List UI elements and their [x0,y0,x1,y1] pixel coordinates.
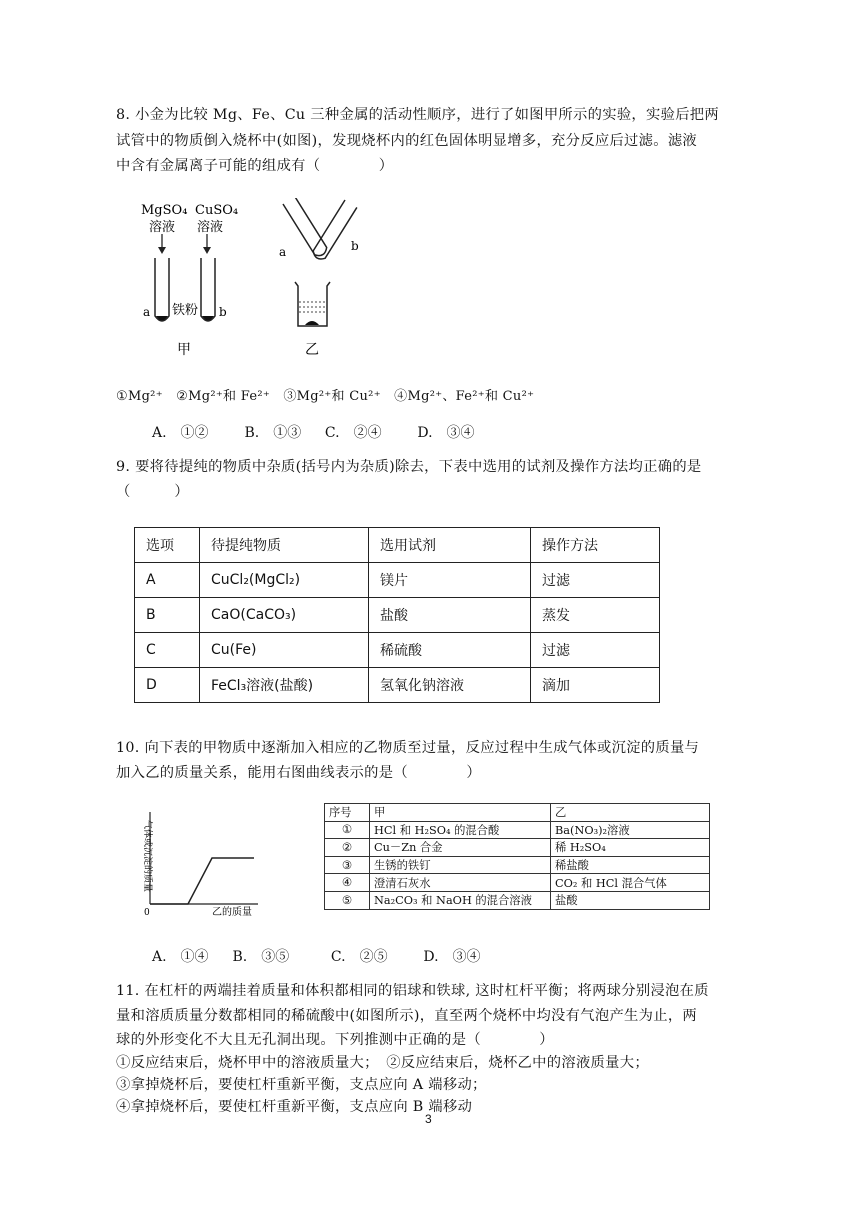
table-cell: D [135,668,200,703]
table-cell: 澄清石灰水 [370,874,551,892]
label-a-right: a [279,245,287,259]
table-row [325,839,710,857]
table-row [135,598,660,633]
tube1-label: MgSO₄ [141,203,188,218]
table-cell: ② [325,839,370,857]
q11-line-5: ③拿掉烧杯后，要使杠杆重新平衡，支点应向 A 端移动； [116,1077,487,1093]
table-cell: 盐酸 [369,598,531,633]
tube1-sub: 溶液 [149,220,176,235]
q11-line-3: 球的外形变化不大且无孔洞出现。下列推测中正确的是（ ） [116,1032,554,1048]
caption-yi: 乙 [305,342,319,358]
table-cell: ⑤ [325,891,370,909]
q10-table [324,803,710,910]
table-cell: 镁片 [369,563,531,598]
label-b-right: b [351,239,359,253]
header-cell: 操作方法 [531,528,660,563]
page-number: 3 [425,1112,432,1126]
y-axis-label: 气体或沉淀的质量 [142,820,152,893]
header-cell: 乙 [551,804,710,822]
table-row [325,821,710,839]
arrow-2-head [203,247,211,254]
table-cell: 稀盐酸 [551,856,710,874]
table-cell: 生锈的铁钉 [370,856,551,874]
table-cell: FeCl₃溶液(盐酸) [200,668,369,703]
table-cell: ③ [325,856,370,874]
q10-options [152,946,481,966]
table-cell: ① [325,821,370,839]
q8-choices: ①Mg²⁺ ②Mg²⁺和 Fe²⁺ ③Mg²⁺和 Cu²⁺ ④Mg²⁺、Fe²⁺和 Cu²⁺ [116,389,535,404]
header-cell: 序号 [325,804,370,822]
table-header-row [135,528,660,563]
table-cell: 滴加 [531,668,660,703]
q8-option-c[interactable]: C. ②④ [324,425,382,441]
table-row [325,856,710,874]
table-cell: 稀 H₂SO₄ [551,839,710,857]
caption-jia: 甲 [177,342,191,358]
label-a: a [143,305,151,319]
q8-line-3: 中含有金属离子可能的组成有（ ） [116,158,394,174]
table-cell: Na₂CO₃ 和 NaOH 的混合溶液 [370,891,551,909]
beaker [295,282,330,326]
q10-option-d[interactable]: D. ③④ [423,949,481,965]
q8-option-b[interactable]: B. ①③ [244,425,302,441]
tilted-tube-b [311,200,357,262]
header-cell: 待提纯物质 [200,528,369,563]
q10-option-a[interactable]: A. ①④ [152,949,209,965]
table-row [325,874,710,892]
table-row [135,633,660,668]
test-tube-2 [201,258,215,321]
q8-options [152,422,475,442]
q8-option-d[interactable]: D. ③④ [417,425,475,441]
table-cell: 蒸发 [531,598,660,633]
q8-line-1: 8. 小金为比较 Mg、Fe、Cu 三种金属的活动性顺序，进行了如图甲所示的实验，实验后把两 [116,107,719,123]
table-row [135,563,660,598]
curve [150,858,254,904]
x-axis-label: 乙的质量 [212,907,252,918]
header-cell: 甲 [370,804,551,822]
table-cell: 稀硫酸 [369,633,531,668]
origin-label: 0 [144,908,150,918]
q8-figure [135,198,375,363]
table-cell: CO₂ 和 HCl 混合气体 [551,874,710,892]
table-cell: 盐酸 [551,891,710,909]
q10-option-b[interactable]: B. ③⑤ [232,949,290,965]
q8-option-a[interactable]: A. ①② [152,425,209,441]
tube2-sub: 溶液 [197,220,224,235]
table-cell: Cu(Fe) [200,633,369,668]
table-cell: 过滤 [531,633,660,668]
table-cell: Cu－Zn 合金 [370,839,551,857]
q8-line-2: 试管中的物质倒入烧杯中(如图)，发现烧杯内的红色固体明显增多，充分反应后过滤。滤液 [116,133,698,149]
q11-line-1: 11. 在杠杆的两端挂着质量和体积都相同的铝球和铁球, 这时杠杆平衡；将两球分别浸泡在质 [116,983,709,999]
q9-line-2: （ ） [116,484,189,500]
q10-line-1: 10. 向下表的甲物质中逐渐加入相应的乙物质至过量，反应过程中生成气体或沉淀的质量与 [116,740,700,756]
beaker-solid [305,321,319,325]
table-cell: A [135,563,200,598]
table-cell: C [135,633,200,668]
tube2-label: CuSO₄ [195,203,239,218]
q10-line-2: 加入乙的质量关系，能用右图曲线表示的是（ ） [116,765,481,781]
q10-graph [134,808,264,920]
q9-table [134,527,660,703]
label-b: b [219,305,227,319]
table-cell: CaO(CaCO₃) [200,598,369,633]
q11-line-4: ①反应结束后，烧杯甲中的溶液质量大； ②反应结束后，烧杯乙中的溶液质量大； [116,1055,649,1071]
table-cell: Ba(NO₃)₂溶液 [551,821,710,839]
table-cell: HCl 和 H₂SO₄ 的混合酸 [370,821,551,839]
tilted-tube-a [283,198,329,258]
powder-label: 铁粉 [172,303,199,318]
q10-option-c[interactable]: C. ②⑤ [330,949,388,965]
table-row [135,668,660,703]
table-cell: ④ [325,874,370,892]
table-cell: 过滤 [531,563,660,598]
table-cell: 氢氧化钠溶液 [369,668,531,703]
table-row [325,891,710,909]
q11-line-6: ④拿掉烧杯后，要使杠杆重新平衡，支点应向 B 端移动 [116,1099,473,1115]
header-cell: 选项 [135,528,200,563]
q9-line-1: 9. 要将待提纯的物质中杂质(括号内为杂质)除去，下表中选用的试剂及操作方法均正确的是 [116,459,702,475]
table-cell: CuCl₂(MgCl₂) [200,563,369,598]
table-header-row [325,804,710,822]
header-cell: 选用试剂 [369,528,531,563]
test-tube-1 [155,258,169,321]
q11-line-2: 量和溶质质量分数都相同的稀硫酸中(如图所示)，直至两个烧杯中均没有气泡产生为止，两 [116,1008,698,1024]
table-cell: B [135,598,200,633]
arrow-1-head [158,247,166,254]
